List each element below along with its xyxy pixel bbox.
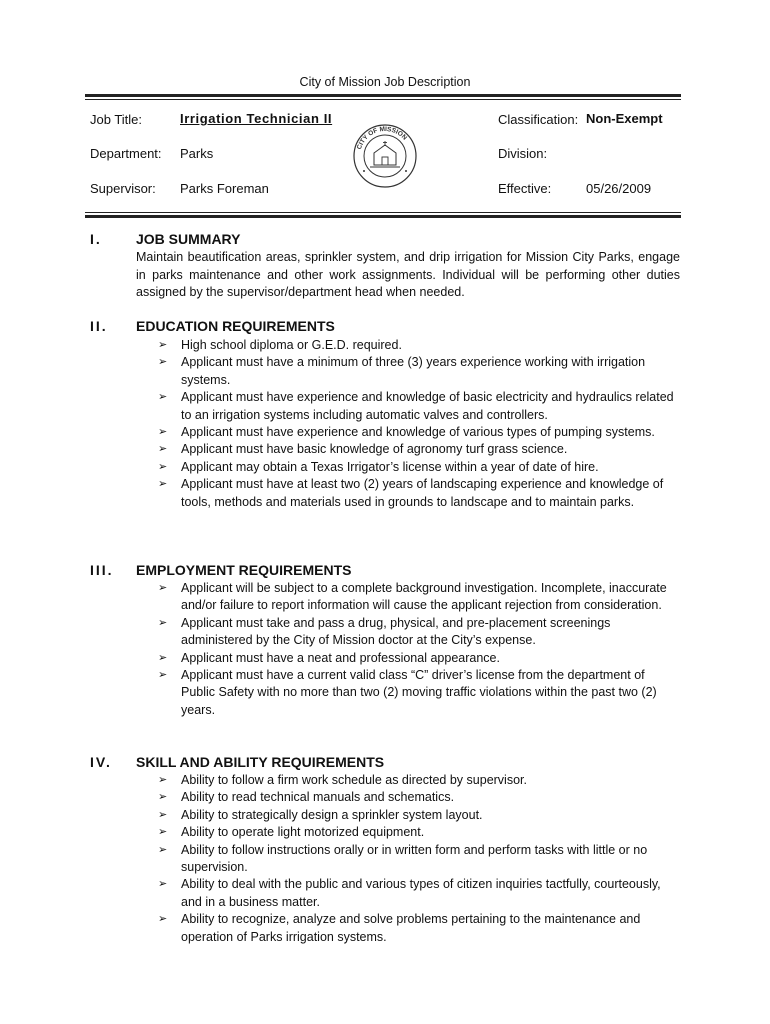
header-bottom-rule	[85, 215, 681, 218]
list-item	[136, 337, 681, 354]
arrow-bullet-icon: ➢	[158, 651, 168, 664]
arrow-bullet-icon: ➢	[158, 616, 168, 629]
list-item	[136, 476, 681, 511]
seal-lettering: CITY OF MISSION	[355, 125, 409, 151]
list-item	[136, 389, 681, 424]
list-item-text: High school diploma or G.E.D. required.	[181, 338, 402, 352]
section-heading-employment: EMPLOYMENT REQUIREMENTS	[136, 562, 352, 578]
arrow-bullet-icon: ➢	[158, 460, 168, 473]
list-item	[136, 876, 681, 911]
list-item-text: Applicant may obtain a Texas Irrigator’s license within a year of date of hire.	[181, 459, 599, 474]
employment-list	[136, 580, 681, 719]
list-item	[136, 424, 681, 441]
section-number-skills: IV.	[90, 754, 112, 770]
header-top-rule-thin	[85, 99, 681, 100]
list-item	[136, 441, 681, 458]
list-item-text: Applicant must have a neat and professional appearance.	[181, 650, 500, 665]
list-item	[136, 911, 681, 946]
list-item-text: Ability to follow a firm work schedule as directed by supervisor.	[181, 773, 527, 787]
section-heading-education: EDUCATION REQUIREMENTS	[136, 318, 335, 334]
arrow-bullet-icon: ➢	[158, 339, 168, 351]
list-item	[136, 354, 681, 389]
city-seal-icon	[352, 123, 418, 189]
department-label: Department:	[90, 146, 162, 161]
list-item-text: Ability to operate light motorized equipment.	[181, 825, 425, 840]
list-item-text: Ability to follow instructions orally or in written form and perform tasks with little or no supervision.	[181, 842, 648, 875]
arrow-bullet-icon: ➢	[158, 426, 168, 439]
list-item	[136, 789, 681, 806]
arrow-bullet-icon: ➢	[158, 808, 168, 821]
list-item	[136, 580, 681, 615]
header-top-rule	[85, 94, 681, 97]
education-list	[136, 337, 681, 511]
section-heading-summary: JOB SUMMARY	[136, 231, 241, 247]
arrow-bullet-icon: ➢	[158, 826, 168, 839]
effective-value: 05/26/2009	[586, 181, 652, 196]
list-item	[136, 459, 681, 476]
skills-list	[136, 772, 681, 946]
arrow-bullet-icon: ➢	[158, 791, 168, 804]
document-heading: City of Mission Job Description	[299, 75, 471, 89]
effective-label: Effective:	[498, 181, 552, 196]
arrow-bullet-icon: ➢	[158, 913, 168, 926]
arrow-bullet-icon: ➢	[158, 669, 168, 682]
supervisor-label: Supervisor:	[90, 181, 156, 196]
list-item	[136, 807, 681, 824]
header-bottom-rule-thin	[85, 212, 681, 213]
classification-label: Classification:	[498, 112, 579, 127]
list-item-text: Ability to read technical manuals and schematics.	[181, 790, 455, 805]
section-heading-skills: SKILL AND ABILITY REQUIREMENTS	[136, 754, 385, 770]
list-item-text: Applicant must have experience and knowledge of basic electricity and hydraulics related to an irrigation systems including automatic valves and controllers.	[181, 390, 674, 422]
arrow-bullet-icon: ➢	[158, 443, 168, 456]
division-label: Division:	[498, 146, 548, 161]
list-item	[136, 824, 681, 841]
list-item-text: Ability to recognize, analyze and solve problems pertaining to the maintenance and operation of Parks irrigation systems.	[181, 912, 641, 944]
arrow-bullet-icon: ➢	[158, 774, 168, 786]
list-item-text: Applicant will be subject to a complete background investigation. Incomplete, inaccurate and/or failure to report information will cause the applicant rejection from consideration.	[181, 581, 667, 613]
classification-value: Non-Exempt	[586, 111, 663, 126]
job-title-label: Job Title:	[90, 112, 143, 127]
list-item-text: Ability to strategically design a sprinkler system layout.	[181, 807, 483, 822]
list-item-text: Applicant must have experience and knowledge of various types of pumping systems.	[181, 425, 655, 440]
list-item-text: Ability to deal with the public and various types of citizen inquiries tactfully, courteously, and in a business matter.	[181, 877, 661, 909]
list-item-text: Applicant must take and pass a drug, physical, and pre-placement screenings administered by the City of Mission doctor at the City’s expense.	[181, 615, 611, 648]
job-summary-text: Maintain beautification areas, sprinkler system, and drip irrigation for Mission City Parks, engage in parks maintenance and other work assignments. Individual will be performing other duties assigned by the supervisor/department head when needed.	[136, 250, 680, 299]
list-item-text: Applicant must have a current valid class “C” driver’s license from the department of Public Safety with no more than two (2) moving traffic violations within the past two (2) years.	[181, 668, 657, 717]
supervisor-value: Parks Foreman	[180, 181, 269, 196]
arrow-bullet-icon: ➢	[158, 356, 168, 369]
list-item	[136, 842, 681, 877]
arrow-bullet-icon: ➢	[158, 478, 168, 491]
section-number-employment: III.	[90, 562, 114, 578]
section-number-summary: I.	[90, 231, 102, 247]
list-item	[136, 650, 681, 667]
arrow-bullet-icon: ➢	[158, 843, 168, 856]
list-item-text: Applicant must have at least two (2) years of landscaping experience and knowledge of tools, methods and materials used in grounds to landscape and to maintain parks.	[181, 477, 664, 509]
arrow-bullet-icon: ➢	[158, 391, 168, 404]
list-item-text: Applicant must have basic knowledge of agronomy turf grass science.	[181, 442, 568, 457]
list-item	[136, 667, 681, 719]
arrow-bullet-icon: ➢	[158, 582, 168, 594]
list-item	[136, 772, 681, 789]
department-value: Parks	[180, 146, 214, 161]
list-item	[136, 615, 681, 650]
list-item-text: Applicant must have a minimum of three (3) years experience working with irrigation systems.	[181, 355, 646, 387]
job-title-value: Irrigation Technician II	[180, 111, 333, 126]
arrow-bullet-icon: ➢	[158, 878, 168, 891]
section-number-education: II.	[90, 318, 108, 334]
